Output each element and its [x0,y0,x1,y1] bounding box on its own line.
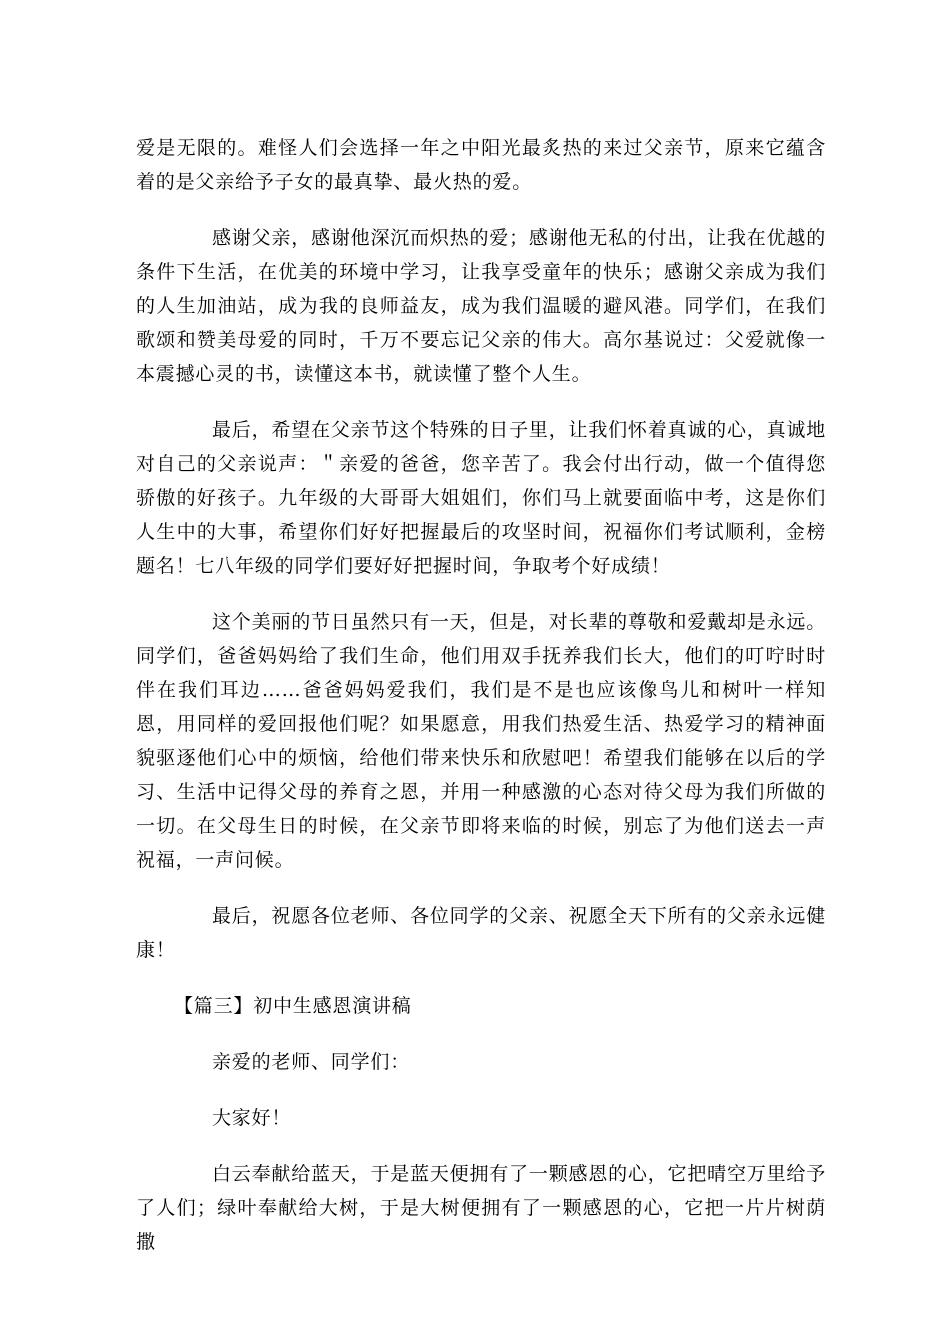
paragraph-wishes: 最后，希望在父亲节这个特殊的日子里，让我们怀着真诚的心，真诚地对自己的父亲说声：＂亲爱的爸爸，您辛苦了。我会付出行动，做一个值得您骄傲的好孩子。九年级的大哥哥大姐姐们，你们马上就要面临中考，这是你们人生中的大事，希望你们好好把握最后的攻坚时间，祝福你们考试顺利，金榜题名！七八年级的同学们要好好把握时间，争取考个好成绩！ [136,419,826,577]
document-page [136,131,826,1281]
greeting-salutation: 亲爱的老师、同学们： [212,1051,411,1073]
paragraph-holiday: 这个美丽的节日虽然只有一天，但是，对长辈的尊敬和爱戴却是永远。同学们，爸爸妈妈给了我们生命，他们用双手抚养我们长大，他们的叮咛时时伴在我们耳边……爸爸妈妈爱我们，我们是不是也应该像鸟儿和树叶一样知恩，用同样的爱回报他们呢？如果愿意，用我们热爱生活、热爱学习的精神面貌驱逐他们心中的烦恼，给他们带来快乐和欣慰吧！希望我们能够在以后的学习、生活中记得父母的养育之恩，并用一种感激的心态对待父母为我们所做的一切。在父母生日的时候，在父亲节即将来临的时候，别忘了为他们送去一声祝福，一声问候。 [136,611,826,871]
paragraph-continuation: 爱是无限的。难怪人们会选择一年之中阳光最炙热的来过父亲节，原来它蕴含着的是父亲给予子女的最真挚、最火热的爱。 [136,137,826,193]
section-heading: 【篇三】初中生感恩演讲稿 [174,995,412,1017]
paragraph-clouds: 白云奉献给蓝天，于是蓝天便拥有了一颗感恩的心，它把晴空万里给予了人们；绿叶奉献给大树，于是大树便拥有了一颗感恩的心，它把一片片树荫撒 [136,1163,826,1253]
paragraph-blessing: 最后，祝愿各位老师、各位同学的父亲、祝愿全天下所有的父亲永远健康！ [136,905,826,961]
greeting-hello: 大家好！ [212,1107,292,1129]
paragraph-thanks-father: 感谢父亲，感谢他深沉而炽热的爱；感谢他无私的付出，让我在优越的条件下生活，在优美的环境中学习，让我享受童年的快乐；感谢父亲成为我们的人生加油站，成为我的良师益友，成为我们温暖的避风港。同学们，在我们歌颂和赞美母爱的同时，千万不要忘记父亲的伟大。高尔基说过：父爱就像一本震撼心灵的书，读懂这本书，就读懂了整个人生。 [136,227,826,385]
